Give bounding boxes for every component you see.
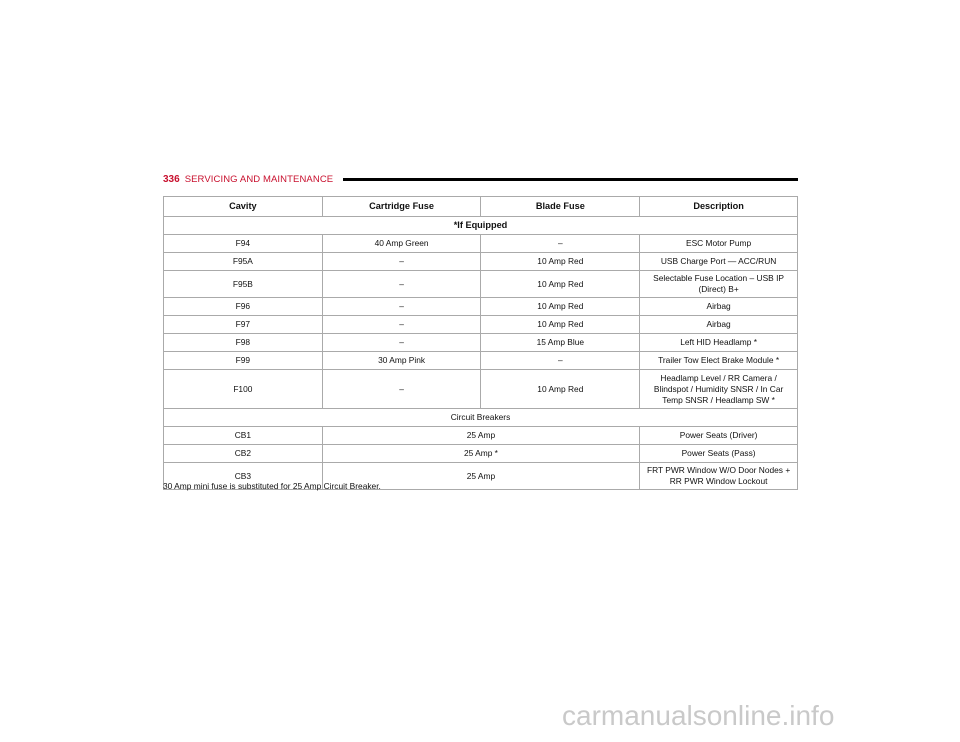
cavity-cell: F97	[164, 316, 323, 334]
table-row	[164, 352, 798, 370]
cartridge-cell: –	[322, 298, 481, 316]
description-cell: Headlamp Level / RR Camera / Blindspot / Humidity SNSR / In Car Temp SNSR / Headlamp SW *	[640, 370, 798, 409]
rating-cell: 25 Amp	[322, 427, 639, 445]
description-cell: Trailer Tow Elect Brake Module *	[640, 352, 798, 370]
cartridge-cell: –	[322, 316, 481, 334]
blade-cell: 15 Amp Blue	[481, 334, 640, 352]
blade-cell: 10 Amp Red	[481, 253, 640, 271]
cartridge-cell: 30 Amp Pink	[322, 352, 481, 370]
blade-cell: 10 Amp Red	[481, 271, 640, 298]
rating-cell: 25 Amp	[322, 463, 639, 490]
page-number: 336	[163, 173, 180, 185]
subheader-row	[164, 217, 798, 235]
cavity-cell: F95A	[164, 253, 323, 271]
cartridge-cell: –	[322, 271, 481, 298]
cavity-cell: CB2	[164, 445, 323, 463]
cavity-cell: CB1	[164, 427, 323, 445]
cartridge-cell: –	[322, 334, 481, 352]
blade-cell: 10 Amp Red	[481, 370, 640, 409]
circuit-breakers-row	[164, 409, 798, 427]
cavity-cell: F98	[164, 334, 323, 352]
description-cell: FRT PWR Window W/O Door Nodes + RR PWR Window Lockout	[640, 463, 798, 490]
table-row	[164, 445, 798, 463]
cavity-cell: F95B	[164, 271, 323, 298]
page-header	[163, 172, 798, 186]
header-rule	[343, 178, 798, 181]
table-row	[164, 298, 798, 316]
cartridge-cell: –	[322, 370, 481, 409]
table-row	[164, 253, 798, 271]
cavity-cell: F94	[164, 235, 323, 253]
blade-cell: –	[481, 235, 640, 253]
description-cell: ESC Motor Pump	[640, 235, 798, 253]
description-cell: Selectable Fuse Location – USB IP (Direct) B+	[640, 271, 798, 298]
cartridge-cell: 40 Amp Green	[322, 235, 481, 253]
description-cell: USB Charge Port — ACC/RUN	[640, 253, 798, 271]
cavity-cell: F99	[164, 352, 323, 370]
footnote: 30 Amp mini fuse is substituted for 25 Amp Circuit Breaker.	[163, 481, 381, 491]
column-header-cavity: Cavity	[164, 197, 323, 217]
table-row	[164, 271, 798, 298]
rating-cell: 25 Amp *	[322, 445, 639, 463]
table-row	[164, 235, 798, 253]
cavity-cell: F96	[164, 298, 323, 316]
fuse-table	[163, 196, 798, 490]
description-cell: Power Seats (Pass)	[640, 445, 798, 463]
cavity-cell: CB3	[164, 463, 323, 490]
cavity-cell: F100	[164, 370, 323, 409]
column-header-blade-fuse: Blade Fuse	[481, 197, 640, 217]
blade-cell: 10 Amp Red	[481, 316, 640, 334]
table-header-row	[164, 197, 798, 217]
table-row	[164, 427, 798, 445]
description-cell: Airbag	[640, 298, 798, 316]
watermark: carmanualsonline.info	[562, 700, 835, 731]
description-cell: Left HID Headlamp *	[640, 334, 798, 352]
if-equipped-label: *If Equipped	[164, 217, 798, 235]
section-title: SERVICING AND MAINTENANCE	[184, 173, 334, 185]
description-cell: Power Seats (Driver)	[640, 427, 798, 445]
circuit-breakers-label: Circuit Breakers	[164, 409, 798, 427]
cartridge-cell: –	[322, 253, 481, 271]
column-header-description: Description	[640, 197, 798, 217]
description-cell: Airbag	[640, 316, 798, 334]
table-row	[164, 334, 798, 352]
table-row	[164, 370, 798, 409]
blade-cell: 10 Amp Red	[481, 298, 640, 316]
table-row	[164, 316, 798, 334]
column-header-cartridge-fuse: Cartridge Fuse	[322, 197, 481, 217]
blade-cell: –	[481, 352, 640, 370]
